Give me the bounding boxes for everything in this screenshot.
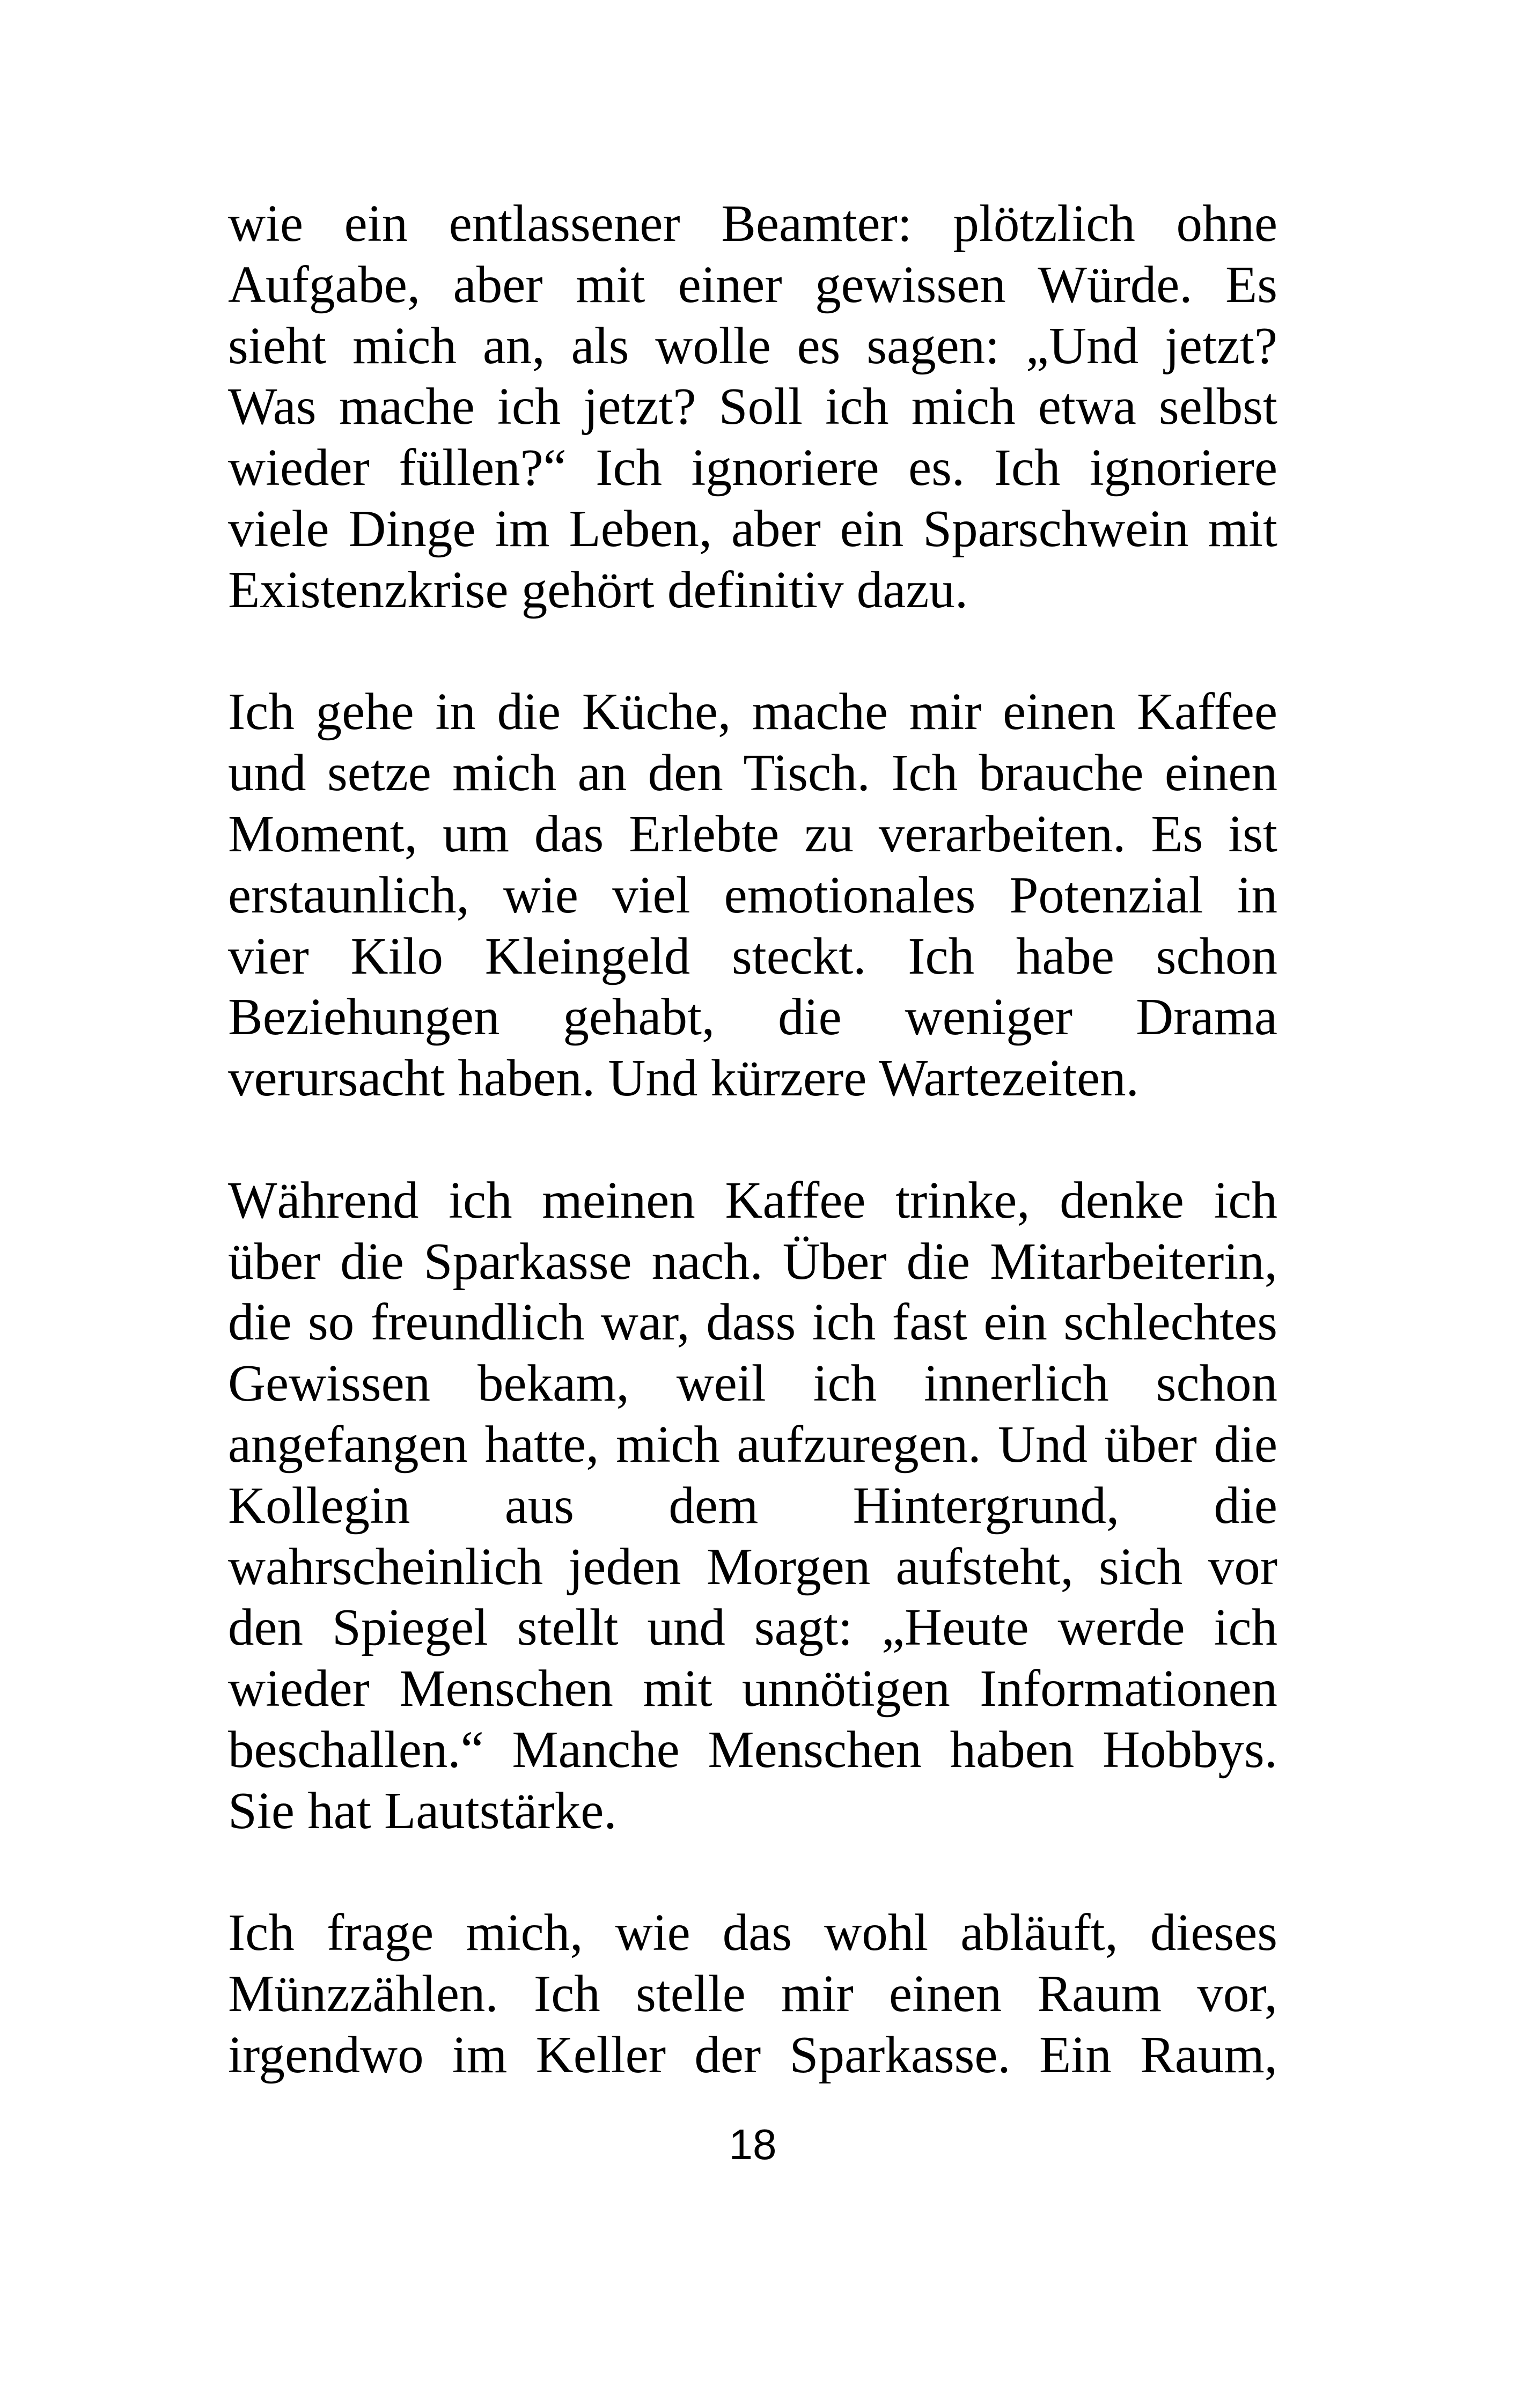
paragraph-3 — [228, 1170, 1277, 1842]
page-number: 18 — [729, 2120, 777, 2168]
text-line: wahrscheinlich jeden Morgen aufsteht, sich vor — [228, 1537, 1277, 1595]
text-line: erstaunlich, wie viel emotionales Potenzial in — [228, 866, 1277, 924]
text-line: den Spiegel stellt und sagt: „Heute werde ich — [228, 1599, 1277, 1656]
text-line: irgendwo im Keller der Sparkasse. Ein Raum, — [228, 2026, 1277, 2083]
text-line: Ich frage mich, wie das wohl abläuft, dieses — [228, 1904, 1277, 1962]
text-line: wieder Menschen mit unnötigen Informationen — [228, 1660, 1277, 1718]
text-line: Während ich meinen Kaffee trinke, denke ich — [228, 1171, 1277, 1229]
text-line: Ich gehe in die Küche, mache mir einen Kaffee — [228, 683, 1277, 741]
text-line: Was mache ich jetzt? Soll ich mich etwa selbst — [228, 378, 1277, 436]
text-line: Sie hat Lautstärke. — [228, 1781, 617, 1839]
text-line: Kollegin aus dem Hintergrund, die — [228, 1476, 1277, 1534]
paragraph-2 — [228, 681, 1277, 1109]
text-line: Münzzählen. Ich stelle mir einen Raum vor, — [228, 1965, 1277, 2023]
text-line: über die Sparkasse nach. Über die Mitarbeiterin, — [228, 1232, 1277, 1290]
text-line: verursacht haben. Und kürzere Wartezeiten. — [228, 1049, 1139, 1107]
text-line: die so freundlich war, dass ich fast ein schlechtes — [228, 1293, 1277, 1351]
text-line: vier Kilo Kleingeld steckt. Ich habe schon — [228, 927, 1277, 985]
text-line: sieht mich an, als wolle es sagen: „Und jetzt? — [228, 316, 1277, 374]
text-line: Existenzkrise gehört definitiv dazu. — [228, 561, 968, 618]
text-line: und setze mich an den Tisch. Ich brauche einen — [228, 744, 1277, 802]
text-line: Moment, um das Erlebte zu verarbeiten. Es ist — [228, 805, 1277, 863]
text-column — [228, 193, 1277, 2086]
text-line: wieder füllen?“ Ich ignoriere es. Ich ignoriere — [228, 439, 1277, 497]
text-line: beschallen.“ Manche Menschen haben Hobbys. — [228, 1720, 1277, 1778]
text-line: angefangen hatte, mich aufzuregen. Und über die — [228, 1415, 1277, 1473]
text-line: Beziehungen gehabt, die weniger Drama — [228, 988, 1277, 1046]
paragraph-1 — [228, 193, 1277, 621]
text-line: Gewissen bekam, weil ich innerlich schon — [228, 1354, 1277, 1412]
text-line: viele Dinge im Leben, aber ein Sparschwein mit — [228, 499, 1277, 557]
paragraph-4 — [228, 1902, 1277, 2085]
text-line: wie ein entlassener Beamter: plötzlich ohne — [228, 195, 1277, 252]
text-line: Aufgabe, aber mit einer gewissen Würde. Es — [228, 255, 1277, 313]
